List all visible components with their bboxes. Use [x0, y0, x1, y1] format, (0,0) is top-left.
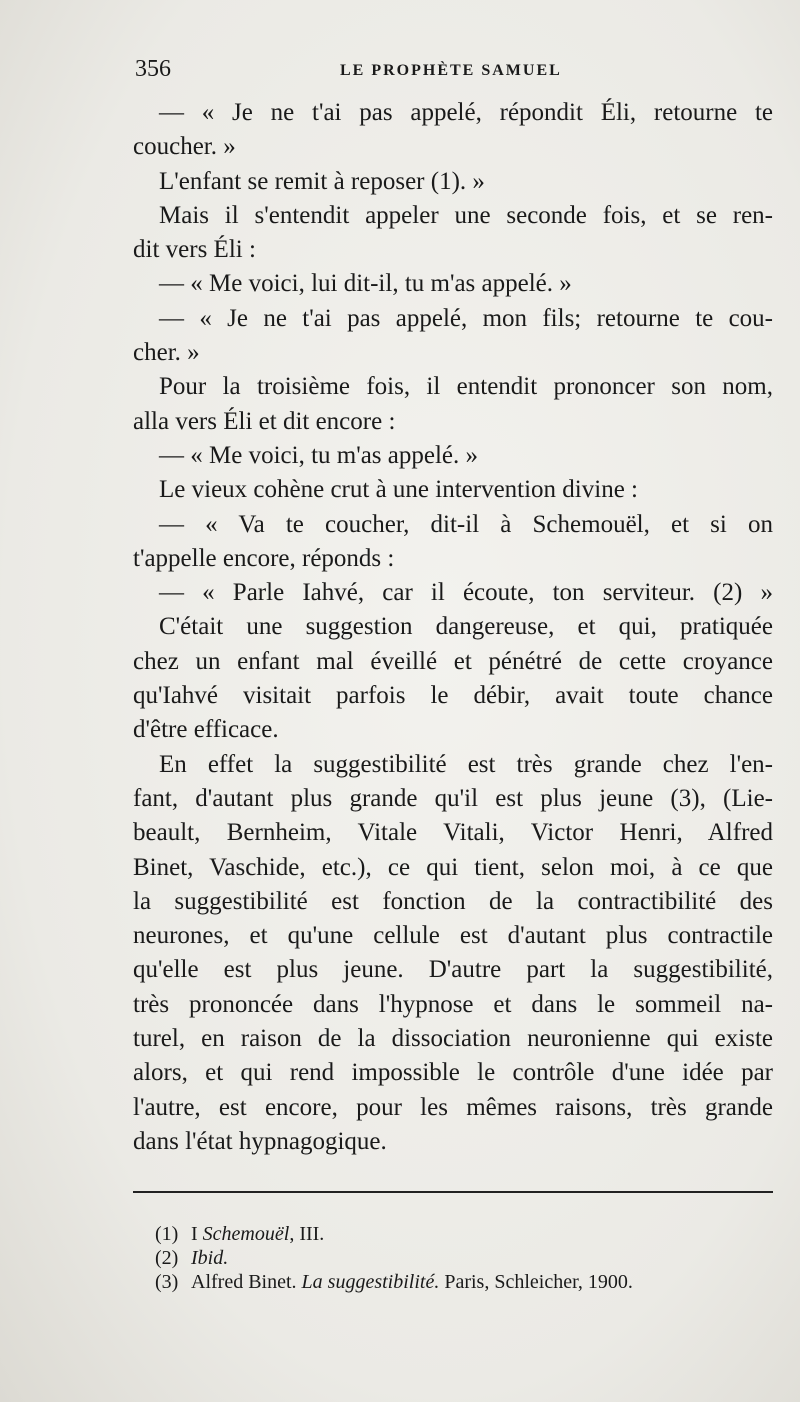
- footnote-text: Alfred Binet.: [191, 1271, 302, 1293]
- text-line: En effet la suggestibilité est très grande chez l'en-: [159, 750, 773, 778]
- footnote-text: I: [191, 1223, 203, 1245]
- text-line: — « Me voici, tu m'as appelé. »: [159, 441, 479, 469]
- text-line: neurones, et qu'une cellule est d'autant plus contractile: [133, 922, 773, 950]
- page-number: 356: [135, 56, 171, 82]
- text-line: qu'Iahvé visitait parfois le débir, avait toute chance: [133, 682, 773, 710]
- text-line: turel, en raison de la dissociation neuronienne qui existe: [133, 1025, 773, 1053]
- footnote-text: Paris, Schleicher, 1900.: [439, 1271, 633, 1293]
- text-line: Mais il s'entendit appeler une seconde fois, et se ren-: [159, 201, 773, 229]
- text-line: Binet, Vaschide, etc.), ce qui tient, selon moi, à ce que: [133, 853, 773, 881]
- text-line: Pour la troisième fois, il entendit prononcer son nom,: [159, 373, 773, 401]
- text-line: t'appelle encore, réponds :: [133, 544, 395, 572]
- body-text: [133, 96, 773, 1159]
- text-line: la suggestibilité est fonction de la contractibilité des: [133, 887, 773, 915]
- text-line: dit vers Éli :: [133, 236, 256, 264]
- text-line: l'autre, est encore, pour les mêmes raisons, très grande: [133, 1093, 773, 1121]
- footnote-text: , III.: [289, 1223, 325, 1245]
- text-line: C'était une suggestion dangereuse, et qui, pratiquée: [159, 613, 773, 641]
- footnote-number: (1): [155, 1223, 179, 1245]
- running-title: LE PROPHÈTE SAMUEL: [340, 62, 562, 79]
- footnote-number: (3): [155, 1271, 179, 1293]
- text-line: L'enfant se remit à reposer (1). »: [159, 167, 485, 195]
- text-line: — « Me voici, lui dit-il, tu m'as appelé. »: [159, 270, 572, 298]
- text-line: cher. »: [133, 339, 200, 367]
- footnotes: [155, 1222, 755, 1294]
- text-line: qu'elle est plus jeune. D'autre part la suggestibilité,: [133, 956, 773, 984]
- text-line: — « Parle Iahvé, car il écoute, ton serviteur. (2) »: [159, 579, 773, 607]
- footnote-number: (2): [155, 1247, 179, 1269]
- footnote: [155, 1222, 755, 1246]
- footnote: [155, 1246, 755, 1270]
- text-line: — « Je ne t'ai pas appelé, répondit Éli, retourne te: [159, 99, 773, 126]
- text-line: dans l'état hypnagogique.: [133, 1127, 387, 1155]
- footnote-italic: Schemouël: [202, 1223, 290, 1245]
- text-line: alla vers Éli et dit encore :: [133, 407, 396, 435]
- footnote-italic: La suggestibilité.: [301, 1271, 440, 1293]
- text-line: chez un enfant mal éveillé et pénétré de cette croyance: [133, 647, 773, 675]
- text-line: fant, d'autant plus grande qu'il est plus jeune (3), (Lie-: [133, 784, 773, 812]
- text-line: d'être efficace.: [133, 716, 279, 744]
- text-line: — « Va te coucher, dit-il à Schemouël, et si on: [159, 510, 773, 538]
- text-line: très prononcée dans l'hypnose et dans le sommeil na-: [133, 990, 773, 1018]
- footnote-italic: Ibid.: [191, 1247, 229, 1269]
- text-line: Le vieux cohène crut à une intervention divine :: [159, 476, 638, 504]
- footnote: [155, 1270, 755, 1294]
- text-line: — « Je ne t'ai pas appelé, mon fils; retourne te cou-: [159, 304, 773, 332]
- text-line: beault, Bernheim, Vitale Vitali, Victor Henri, Alfred: [133, 819, 773, 847]
- page-header: [135, 56, 775, 88]
- text-line: coucher. »: [133, 133, 236, 161]
- footnote-rule: [133, 1191, 773, 1193]
- text-line: alors, et qui rend impossible le contrôle d'une idée par: [133, 1059, 773, 1087]
